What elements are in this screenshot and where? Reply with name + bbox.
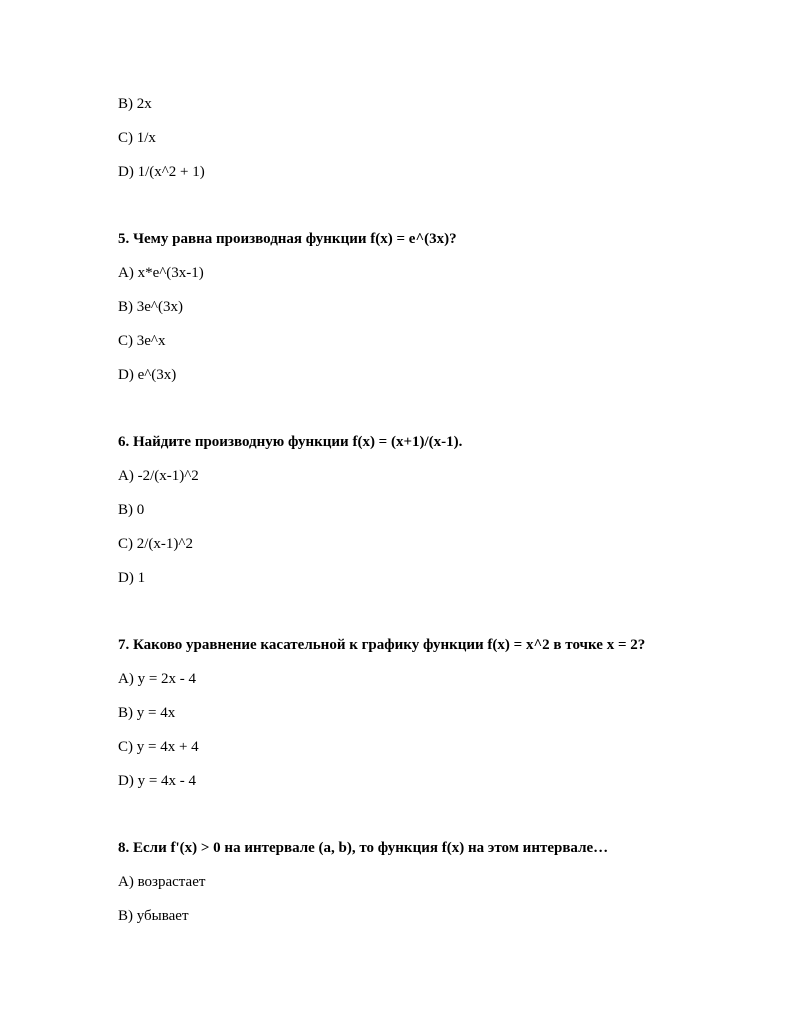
q7-option-b: B) y = 4x <box>118 705 176 721</box>
q7-option-c: C) y = 4x + 4 <box>118 739 199 755</box>
q5-option-d: D) e^(3x) <box>118 367 177 383</box>
q6-option-d: D) 1 <box>118 570 146 586</box>
q5-option-a: A) x*e^(3x-1) <box>118 265 204 281</box>
question-7-text: 7. Каково уравнение касательной к графику функции f(x) = x^2 в точке x = 2? <box>118 637 646 653</box>
q8-option-b: B) убывает <box>118 908 189 924</box>
q6-option-b: B) 0 <box>118 502 145 518</box>
q7-option-a: A) y = 2x - 4 <box>118 671 197 687</box>
q5-option-b: B) 3e^(3x) <box>118 299 183 315</box>
question-6-text: 6. Найдите производную функции f(x) = (x+1)/(x-1). <box>118 434 463 450</box>
q4-option-d: D) 1/(x^2 + 1) <box>118 164 205 180</box>
q6-option-c: C) 2/(x-1)^2 <box>118 536 193 552</box>
question-5-text: 5. Чему равна производная функции f(x) = e^(3x)? <box>118 231 457 247</box>
question-8-text: 8. Если f'(x) > 0 на интервале (a, b), то функция f(x) на этом интервале… <box>118 840 609 856</box>
q7-option-d: D) y = 4x - 4 <box>118 773 197 789</box>
q4-option-c: C) 1/x <box>118 130 156 146</box>
q4-option-b: B) 2x <box>118 96 152 112</box>
q5-option-c: C) 3e^x <box>118 333 166 349</box>
q6-option-a: A) -2/(x-1)^2 <box>118 468 199 484</box>
q8-option-a: A) возрастает <box>118 874 206 890</box>
